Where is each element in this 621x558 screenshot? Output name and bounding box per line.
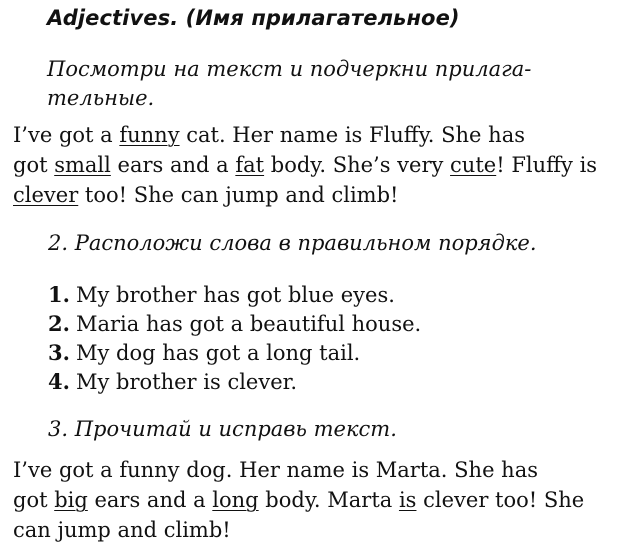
exercise-3-instruction: 3. Прочитай и исправь текст. [48, 417, 397, 441]
text-segment: can jump and climb! [13, 518, 231, 542]
list-item [48, 338, 421, 367]
text-line [13, 120, 597, 150]
text-segment: ! Fluffy is [496, 153, 598, 177]
text-segment: got [13, 153, 55, 177]
exercise-2-answers [48, 280, 421, 396]
item-number: 1. [48, 282, 70, 307]
text-segment: cat. Her name is Fluffy. She has [179, 123, 525, 147]
exercise-1-text [13, 120, 597, 210]
text-segment: I’ve got a funny dog. Her name is Marta. She has [13, 458, 538, 482]
list-item [48, 367, 421, 396]
text-line [13, 180, 597, 210]
underlined-word: cute [450, 153, 497, 177]
underlined-word: funny [119, 123, 180, 147]
text-segment: ears and a [110, 153, 236, 177]
item-number: 2. [48, 311, 70, 336]
item-text: My brother has got blue eyes. [76, 283, 395, 307]
underlined-word: clever [13, 183, 79, 207]
text-line [13, 455, 584, 485]
item-text: Maria has got a beautiful house. [76, 312, 422, 336]
text-line [13, 150, 597, 180]
text-segment: too! She can jump and climb! [78, 183, 399, 207]
underlined-word: is [398, 488, 417, 512]
page-title: Adjectives. (Имя прилагательное) [47, 6, 460, 30]
text-segment: I’ve got a [13, 123, 120, 147]
exercise-3-text [13, 455, 584, 545]
text-segment: ears and a [87, 488, 213, 512]
text-segment: body. Marta [258, 488, 399, 512]
item-number: 4. [48, 369, 70, 394]
underlined-word: long [212, 488, 259, 512]
list-item [48, 280, 421, 309]
exercise-2-instruction: 2. Расположи слова в правильном порядке. [48, 231, 537, 255]
instruction-line: Посмотри на текст и подчеркни прилага- [47, 57, 532, 81]
underlined-word: small [54, 153, 111, 177]
underlined-word: fat [235, 153, 265, 177]
list-item [48, 309, 421, 338]
text-segment: body. She’s very [264, 153, 451, 177]
text-segment: got [13, 488, 55, 512]
item-number: 3. [48, 340, 70, 365]
instruction-line: тельные. [47, 86, 155, 110]
underlined-word: big [54, 488, 88, 512]
text-segment: clever too! She [416, 488, 585, 512]
text-line [13, 485, 584, 515]
text-line [13, 515, 584, 545]
exercise-1-instruction [47, 55, 531, 113]
item-text: My brother is clever. [76, 370, 298, 394]
item-text: My dog has got a long tail. [76, 341, 361, 365]
